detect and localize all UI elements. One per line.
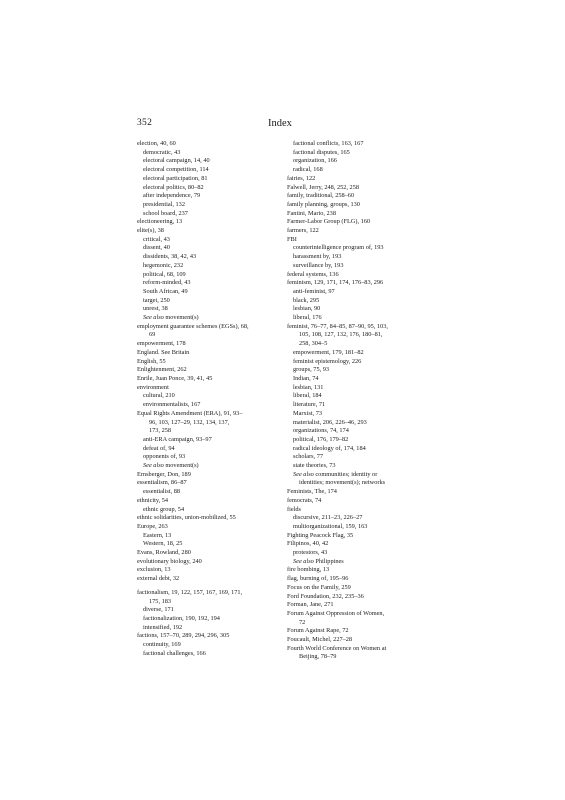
index-entry-text: employment guarantee schemes (EGSs), 68, [137, 322, 249, 330]
index-entry-text: lesbian, 90 [293, 305, 321, 313]
index-subentry [137, 157, 279, 166]
index-entry-text: Equal Rights Amendment (ERA), 91, 93– [137, 409, 243, 417]
page-title: Index [268, 117, 292, 129]
index-subentry [287, 436, 429, 445]
index-entry-text: feminist, 76–77, 84–85, 87–90, 95, 103, [287, 322, 388, 330]
index-entry-text: Eastern, 13 [143, 531, 172, 539]
index-entry [287, 584, 429, 593]
index-entry-text: Fourth World Conference on Women at [287, 644, 387, 652]
index-entry-text: 96, 103, 127–29, 132, 134, 137, [149, 418, 230, 426]
index-entry [287, 323, 429, 332]
index-entry-text: factionalization, 190, 192, 194 [143, 614, 220, 622]
index-entry [137, 366, 279, 375]
index-entry-text: Ernsberger, Don, 189 [137, 470, 191, 478]
index-subentry [137, 184, 279, 193]
index-subentry [287, 471, 429, 480]
index-entry-text: 175, 183 [149, 597, 172, 605]
index-entry [287, 575, 429, 584]
index-subentry [287, 244, 429, 253]
index-entry-text: factionalism, 19, 122, 157, 167, 169, 171, [137, 588, 243, 596]
index-entry-text: continuity, 169 [143, 641, 181, 649]
index-subentry [137, 436, 279, 445]
index-subentry [137, 624, 279, 633]
index-entry-text: organization, 166 [293, 157, 337, 165]
index-subentry [287, 401, 429, 410]
index-subentry [137, 540, 279, 549]
index-entry [287, 279, 429, 288]
index-entry-text: Europe, 263 [137, 522, 168, 530]
index-subentry [287, 514, 429, 523]
index-entry [137, 384, 279, 393]
index-entry-text: fire bombing, 13 [287, 566, 330, 574]
index-entry-text: farmers, 122 [287, 227, 319, 235]
index-subentry [137, 279, 279, 288]
index-entry-text: ethnicity, 54 [137, 496, 169, 504]
index-entry [137, 558, 279, 567]
index-entry [287, 488, 429, 497]
index-entry [287, 593, 429, 602]
index-entry [137, 589, 279, 598]
index-entry-text: anti-ERA campaign, 93–97 [143, 435, 212, 443]
index-entry [287, 201, 429, 210]
index-subentry [287, 445, 429, 454]
index-entry-text: Fantini, Mario, 238 [287, 209, 336, 217]
index-entry [137, 514, 279, 523]
index-entry-text: elite(s), 38 [137, 227, 164, 235]
index-entry-text: black, 295 [293, 296, 320, 304]
index-subentry [287, 314, 429, 323]
index-continuation [137, 598, 279, 607]
index-entry-text: Enlightenment, 262 [137, 366, 187, 374]
index-entry-text: English, 55 [137, 357, 166, 365]
index-entry-text: Indian, 74 [293, 374, 319, 382]
index-subentry [137, 445, 279, 454]
index-entry-text: flag, burning of, 195–96 [287, 575, 349, 583]
index-entry-text: opponents of, 93 [143, 453, 186, 461]
index-entry-text: Forum Against Oppression of Women, [287, 609, 385, 617]
index-entry-text: after independence, 79 [143, 192, 201, 200]
index-subentry [287, 427, 429, 436]
index-subentry [287, 253, 429, 262]
index-entry [137, 549, 279, 558]
index-entry [287, 192, 429, 201]
index-subentry [287, 140, 429, 149]
index-entry-text: liberal, 184 [293, 392, 322, 400]
index-entry-text: family planning, groups, 130 [287, 200, 360, 208]
index-entry-text: election, 40, 60 [137, 140, 176, 147]
index-subentry [137, 244, 279, 253]
index-entry-text: dissent, 40 [143, 244, 170, 252]
index-entry [287, 210, 429, 219]
index-continuation [287, 340, 429, 349]
index-entry [137, 323, 279, 332]
index-subentry [137, 462, 279, 471]
index-entry-text: feminism, 129, 171, 174, 176–83, 296 [287, 279, 384, 287]
index-subentry [137, 192, 279, 201]
index-subentry [287, 358, 429, 367]
index-entry-text: Marxist, 73 [293, 409, 323, 417]
index-entry [287, 506, 429, 515]
index-subentry [137, 314, 279, 323]
index-continuation [137, 419, 279, 428]
index-entry-text: Farmer-Labor Group (FLG), 160 [287, 218, 371, 226]
index-subentry [137, 149, 279, 158]
index-entry-text: Filipinos, 40, 42 [287, 540, 329, 548]
index-entry-text: Enrile, Juan Ponce, 39, 41, 45 [137, 374, 213, 382]
index-entry [137, 358, 279, 367]
index-entry-text: essentialist, 88 [143, 488, 181, 496]
index-subentry [287, 349, 429, 358]
index-entry-text: fairies, 122 [287, 174, 316, 182]
see-also-label: See also [143, 314, 166, 322]
index-entry-text: cultural, 210 [143, 392, 175, 400]
index-entry [137, 218, 279, 227]
index-entry-text: intensified, 192 [143, 623, 183, 631]
index-entry-text: electoral campaign, 14, 40 [143, 157, 210, 165]
index-entry-text: presidential, 132 [143, 200, 185, 208]
index-entry-text: dissidents, 38, 42, 43 [143, 253, 197, 261]
index-entry-text: defeat of, 94 [143, 444, 175, 452]
see-also-label: See also [143, 462, 166, 470]
index-entry-text: diverse, 171 [143, 606, 174, 614]
index-entry-text: Philippines [315, 557, 344, 565]
page-header [137, 118, 429, 132]
index-subentry [287, 366, 429, 375]
index-subentry [287, 410, 429, 419]
index-entry-text: reform-minded, 43 [143, 279, 191, 287]
index-entry-text: political, 176, 179–82 [293, 435, 349, 443]
index-entry-text: multiorganizational, 159, 163 [293, 522, 368, 530]
index-entry-text: political, 68, 109 [143, 270, 186, 278]
index-entry-text: state theories, 73 [293, 462, 336, 470]
index-column-left [137, 140, 279, 658]
index-entry-text: fields [287, 505, 301, 513]
index-entry-text: Foucault, Michel, 227–28 [287, 636, 353, 644]
index-subentry [137, 210, 279, 219]
index-subentry [137, 392, 279, 401]
index-entry-text: electioneering, 13 [137, 218, 183, 226]
index-entry-text: 173, 258 [149, 427, 172, 435]
index-subentry [137, 641, 279, 650]
index-entry-text: movement(s) [165, 314, 199, 322]
page-number: 352 [137, 118, 153, 128]
index-subentry [137, 650, 279, 659]
index-entry-text: movement(s) [165, 462, 199, 470]
index-subentry [287, 157, 429, 166]
index-entry-text: South African, 49 [143, 287, 188, 295]
index-entry-text: Falwell, Jerry, 248, 252, 258 [287, 183, 359, 191]
index-subentry [137, 253, 279, 262]
index-entry-text: factional challenges, 166 [143, 649, 206, 657]
index-entry-text: FBI [287, 235, 297, 243]
index-subentry [287, 558, 429, 567]
index-entry-text: materialist, 206, 226–46, 293 [293, 418, 367, 426]
index-entry-text: Forum Against Rape, 72 [287, 627, 349, 635]
index-entry-text: radical, 168 [293, 166, 323, 174]
index-entry-text: factional disputes, 165 [293, 148, 350, 156]
index-entry-text: environment [137, 383, 169, 391]
index-entry-text: liberal, 176 [293, 314, 322, 322]
index-entry-text: environmentalists, 167 [143, 401, 201, 409]
index-subentry [287, 392, 429, 401]
index-subentry [287, 166, 429, 175]
index-continuation [287, 479, 429, 488]
index-subentry [137, 288, 279, 297]
index-subentry [137, 453, 279, 462]
index-entry-text: ethnic group, 54 [143, 505, 185, 513]
index-subentry [287, 262, 429, 271]
index-entry [287, 610, 429, 619]
index-entry [287, 636, 429, 645]
index-subentry [137, 305, 279, 314]
index-subentry [137, 488, 279, 497]
index-entry [287, 532, 429, 541]
index-entry-text: surveillance by, 193 [293, 261, 344, 269]
index-entry-text: evolutionary biology, 240 [137, 557, 202, 565]
index-entry-text: external debt, 32 [137, 575, 180, 583]
index-entry-text: anti-feminist, 97 [293, 287, 335, 295]
index-entry [137, 632, 279, 641]
index-entry-text: hegemonic, 232 [143, 261, 184, 269]
index-entry-text: groups, 75, 93 [293, 366, 330, 374]
index-continuation [137, 427, 279, 436]
index-entry-text: factions, 157–70, 289, 294, 296, 305 [137, 632, 230, 640]
index-entry-text: factional conflicts, 163, 167 [293, 140, 364, 147]
index-entry-text: essentialism, 86–87 [137, 479, 187, 487]
index-entry-text: Evans, Rowland, 280 [137, 549, 191, 557]
index-entry-text: lesbian, 131 [293, 383, 324, 391]
index-subentry [137, 271, 279, 280]
index-continuation [287, 331, 429, 340]
index-continuation [137, 331, 279, 340]
index-entry-text: empowerment, 178 [137, 340, 186, 348]
index-entry [137, 375, 279, 384]
index-subentry [287, 149, 429, 158]
index-subentry [137, 606, 279, 615]
index-entry-text: family, traditional, 258–60 [287, 192, 355, 200]
index-entry [137, 575, 279, 584]
index-entry-text: 105, 108, 127, 132, 176, 180–81, [299, 331, 383, 339]
index-subentry [137, 201, 279, 210]
index-subentry [287, 523, 429, 532]
index-entry-text: feminist epistemology, 226 [293, 357, 362, 365]
index-subentry [137, 506, 279, 515]
index-entry-text: empowerment, 179, 181–82 [293, 348, 364, 356]
index-entry [137, 340, 279, 349]
index-subentry [287, 549, 429, 558]
index-subentry [287, 384, 429, 393]
index-entry [287, 497, 429, 506]
index-entry-text: 69 [149, 331, 156, 339]
index-entry-text: literature, 71 [293, 401, 326, 409]
index-entry [137, 410, 279, 419]
index-entry-text: ethnic solidarities, union-mobilized, 55 [137, 514, 236, 522]
index-entry [287, 540, 429, 549]
index-entry-text: Fighting Peacock Flag, 35 [287, 531, 354, 539]
index-entry [137, 566, 279, 575]
index-subentry [137, 401, 279, 410]
index-entry [137, 471, 279, 480]
index-entry-text: harassment by, 193 [293, 253, 342, 261]
index-subentry [287, 297, 429, 306]
index-entry [287, 218, 429, 227]
index-entry-text: 72 [299, 618, 306, 626]
index-entry-text: electoral politics, 80–82 [143, 183, 204, 191]
index-entry-text: school board, 237 [143, 209, 188, 217]
index-entry [137, 140, 279, 149]
index-subentry [137, 615, 279, 624]
index-continuation [287, 619, 429, 628]
index-entry [287, 236, 429, 245]
index-entry-text: unrest, 38 [143, 305, 168, 313]
see-also-label: See also [293, 470, 316, 478]
index-entry-text: Forman, Jane, 271 [287, 601, 334, 609]
see-also-label: See also [293, 557, 316, 565]
index-entry-text: England. See Britain [137, 348, 190, 356]
index-subentry [287, 288, 429, 297]
index-entry-text: democratic, 43 [143, 148, 181, 156]
index-entry [287, 566, 429, 575]
index-entry-text: exclusion, 13 [137, 566, 171, 574]
index-subentry [287, 305, 429, 314]
index-entry-text: counterintelligence program of, 193 [293, 244, 384, 252]
index-subentry [287, 453, 429, 462]
index-entry-text: organizations, 74, 174 [293, 427, 349, 435]
index-entry-text: communities; identity or [315, 470, 378, 478]
index-subentry [137, 175, 279, 184]
index-column-right [287, 140, 429, 662]
index-entry-text: identities; movement(s); networks [299, 479, 386, 487]
index-entry-text: Beijing, 78–79 [299, 653, 337, 661]
index-entry-text: protestors, 43 [293, 549, 328, 557]
index-subentry [287, 462, 429, 471]
index-entry-text: electoral participation, 81 [143, 174, 208, 182]
index-entry [287, 601, 429, 610]
index-entry [137, 349, 279, 358]
index-subentry [287, 375, 429, 384]
index-entry [137, 227, 279, 236]
index-entry [137, 523, 279, 532]
index-entry-text: critical, 43 [143, 235, 170, 243]
index-entry-text: Ford Foundation, 232, 235–36 [287, 592, 364, 600]
index-entry [287, 627, 429, 636]
index-entry [137, 479, 279, 488]
index-entry-text: electoral competition, 114 [143, 166, 209, 174]
index-entry [287, 271, 429, 280]
index-entry-text: Feminists, The, 174 [287, 488, 337, 496]
index-subentry [137, 262, 279, 271]
index-entry [287, 645, 429, 654]
index-subentry [287, 419, 429, 428]
index-entry-text: Focus on the Family, 259 [287, 583, 351, 591]
index-entry-text: scholars, 77 [293, 453, 324, 461]
index-entry [287, 227, 429, 236]
index-entry-text: federal systems, 136 [287, 270, 339, 278]
index-entry-text: discursive, 211–23, 226–27 [293, 514, 363, 522]
index-subentry [137, 532, 279, 541]
index-subentry [137, 236, 279, 245]
index-entry [287, 184, 429, 193]
index-entry [137, 497, 279, 506]
index-entry-text: radical ideology of, 174, 184 [293, 444, 366, 452]
index-entry-text: 258, 304–5 [299, 340, 328, 348]
index-entry-text: Western, 18, 25 [143, 540, 183, 548]
index-entry-text: femocrats, 74 [287, 496, 322, 504]
index-entry-text: target, 250 [143, 296, 170, 304]
index-subentry [137, 297, 279, 306]
index-continuation [287, 653, 429, 662]
index-entry [287, 175, 429, 184]
index-subentry [137, 166, 279, 175]
